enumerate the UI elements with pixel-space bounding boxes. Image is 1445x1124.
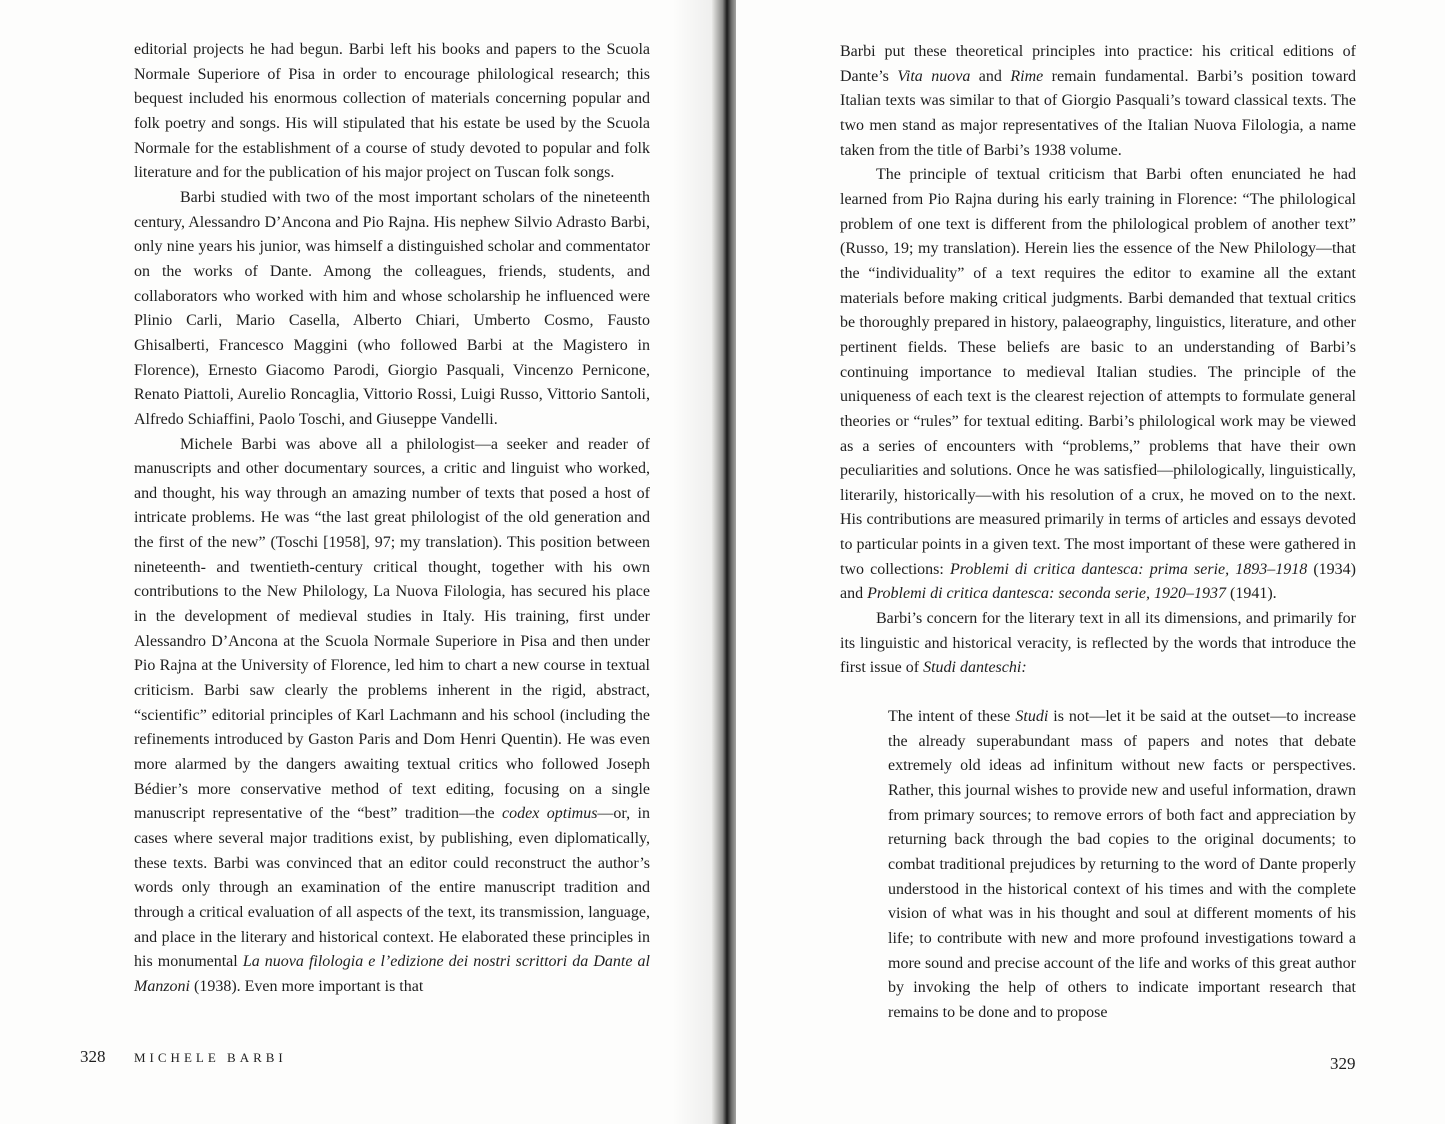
left-page-body	[134, 38, 650, 1000]
right-page	[736, 0, 1445, 1124]
left-p3-italic-codex: codex optimus	[502, 805, 598, 823]
left-paragraph-1: editorial projects he had begun. Barbi left his books and papers to the Scuola Normale Superiore of Pisa in order to encourage philological research; this bequest included his enormous collection of materials concerning popular and folk poetry and songs. His will stipulated that his estate be used by the Scuola Normale for the establishment of a course of study devoted to popular and folk literature and for the publication of his major project on Tuscan folk songs.	[134, 41, 650, 182]
left-p3-text-a: Michele Barbi was above all a philologist—a seeker and reader of manuscripts and other documentary sources, a critic and linguist who worked, and thought, his way through an amazing number of texts that posed a host of intricate problems. He was “the last great philologist of the old generation and the first of the new” (Toschi [1958], 97; my translation). This position between nineteenth- and twentieth-century critical thought, together with his own contributions to the New Philology, La Nuova Filologia, has secured his place in the development of medieval studies in Italy. His training, first under Alessandro D’Ancona at the Scuola Normale Superiore in Pisa and then under Pio Rajna at the University of Florence, led him to chart a new course in textual criticism. Barbi saw clearly the problems inherent in the rigid, abstract, “scientific” editorial principles of Karl Lachmann and his school (including the refinements introduced by Gaston Paris and Dom Henri Quentin). He was even more alarmed by the dangers awaiting textual critics who followed Joseph Bédier’s more conservative method of text editing, focusing on a single manuscript representative of the “best” tradition—the	[134, 435, 650, 823]
right-p1-text-c: remain fundamental. Barbi’s position toward Italian texts was similar to that of Giorgio Pasquali’s toward classical texts. The two men stand as major representatives of the Italian Nuova Filologia, a name taken from the title of Barbi’s 1938 volume.	[840, 67, 1357, 159]
right-page-body	[840, 40, 1356, 1026]
right-p2-text-a: The principle of textual criticism that Barbi often enunciated he had learned from Pio Rajna during his early training in Florence: “The philological problem of one text is different from the philological problem of another text” (Russo, 19; my translation). Herein lies the essence of the New Philology—that the “individuality” of a text requires the editor to examine all the extant materials before making critical judgments. Barbi demanded that textual critics be thoroughly prepared in history, palaeography, linguistics, literature, and other pertinent fields. These beliefs are basic to an understanding of Barbi’s continuing importance to medieval Italian studies. The principle of the uniqueness of each text is the clearest rejection of attempts to formulate general theories or “rules” for textual editing. Barbi’s philological work may be viewed as a series of encounters with “problems,” problems that have their own peculiarities and solutions. Once he was satisfied—philologically, linguistically, literarily, historically—with his resolution of a crux, he moved on to the next. His contributions are measured primarily in terms of articles and essays devoted to particular points in a given text. The most important of these were gathered in two collections:	[840, 166, 1356, 578]
right-p1-italic-vita: Vita nuova	[897, 67, 971, 85]
left-paragraph-3	[134, 433, 650, 1000]
right-page-number: 329	[1330, 1054, 1356, 1073]
block-quote	[888, 705, 1356, 1026]
right-p2-text-c: (1941).	[1226, 585, 1277, 603]
right-p1-text-a: Barbi put these theoretical principles into practice: his critical editions of Dante’s	[840, 43, 1356, 85]
right-paragraph-2	[840, 163, 1356, 607]
left-page-number: 328	[80, 1047, 106, 1066]
left-p3-text-c: (1938). Even more important is that	[190, 977, 424, 995]
right-paragraph-1	[840, 40, 1356, 163]
right-p3-italic-studi: Studi danteschi:	[923, 659, 1027, 677]
right-p2-text-b: (1934) and	[840, 560, 1356, 603]
right-paragraph-3	[840, 607, 1356, 681]
left-paragraph-2: Barbi studied with two of the most important scholars of the nineteenth century, Alessandro D’Ancona and Pio Rajna. His nephew Silvio Adrasto Barbi, only nine years his junior, was himself a distinguished scholar and commentator on the works of Dante. Among the colleagues, friends, students, and collaborators who worked with him and whose scholarship he influenced were Plinio Carli, Mario Casella, Alberto Chiari, Umberto Cosmo, Fausto Ghisalberti, Francesco Maggini (who followed Barbi at the Magistero in Florence), Ernesto Giacomo Parodi, Giorgio Pasquali, Vincenzo Pernicone, Renato Piattoli, Aurelio Roncaglia, Vittorio Rossi, Luigi Russo, Vittorio Santoli, Alfredo Schiaffini, Paolo Toschi, and Giuseppe Vandelli.	[134, 188, 650, 428]
quote-italic-studi: Studi	[1015, 708, 1049, 726]
right-p2-italic-seconda: Problemi di critica dantesca: seconda serie, 1920–1937	[867, 585, 1227, 603]
left-p3-italic-title: La nuova filologia e l’edizione dei nostri scrittori da Dante al Manzoni	[134, 953, 651, 995]
right-p2-italic-prima: Problemi di critica dantesca: prima serie, 1893–1918	[949, 560, 1308, 578]
running-head: MICHELE BARBI	[134, 1050, 287, 1065]
quote-text-a: The intent of these	[888, 708, 1016, 726]
left-page	[0, 0, 716, 1124]
quote-text-b: is not—let it be said at the outset—to increase the already superabundant mass of papers and notes that debate extremely old ideas ad infinitum without new facts or perspectives. Rather, this journal wishes to provide new and useful information, drawn from primary sources; to remove errors of both fact and appreciation by returning back through the bad copies to the original documents; to combat traditional prejudices by returning to the word of Dante properly understood in the historical context of his times and with the complete vision of what was in his thought and soul at different moments of his life; to contribute with new and more profound investigations toward a more sound and precise account of the life and works of this great author by invoking the help of others to indicate important research that remains to be done and to propose	[888, 708, 1357, 1021]
right-p1-italic-rime: Rime	[1010, 67, 1044, 85]
left-p3-text-b: —or, in cases where several major traditions exist, by publishing, even diplomatically, these texts. Barbi was convinced that an editor could reconstruct the author’s words only through an examination of the entire manuscript tradition and through a critical evaluation of all aspects of the text, its transmission, language, and place in the literary and historical context. He elaborated these principles in his monumental	[134, 805, 650, 971]
right-p3-text-a: Barbi’s concern for the literary text in all its dimensions, and primarily for its linguistic and historical veracity, is reflected by the words that introduce the first issue of	[840, 610, 1356, 677]
right-p1-text-b: and	[970, 67, 1011, 85]
gutter-shadow-left	[672, 0, 712, 1124]
